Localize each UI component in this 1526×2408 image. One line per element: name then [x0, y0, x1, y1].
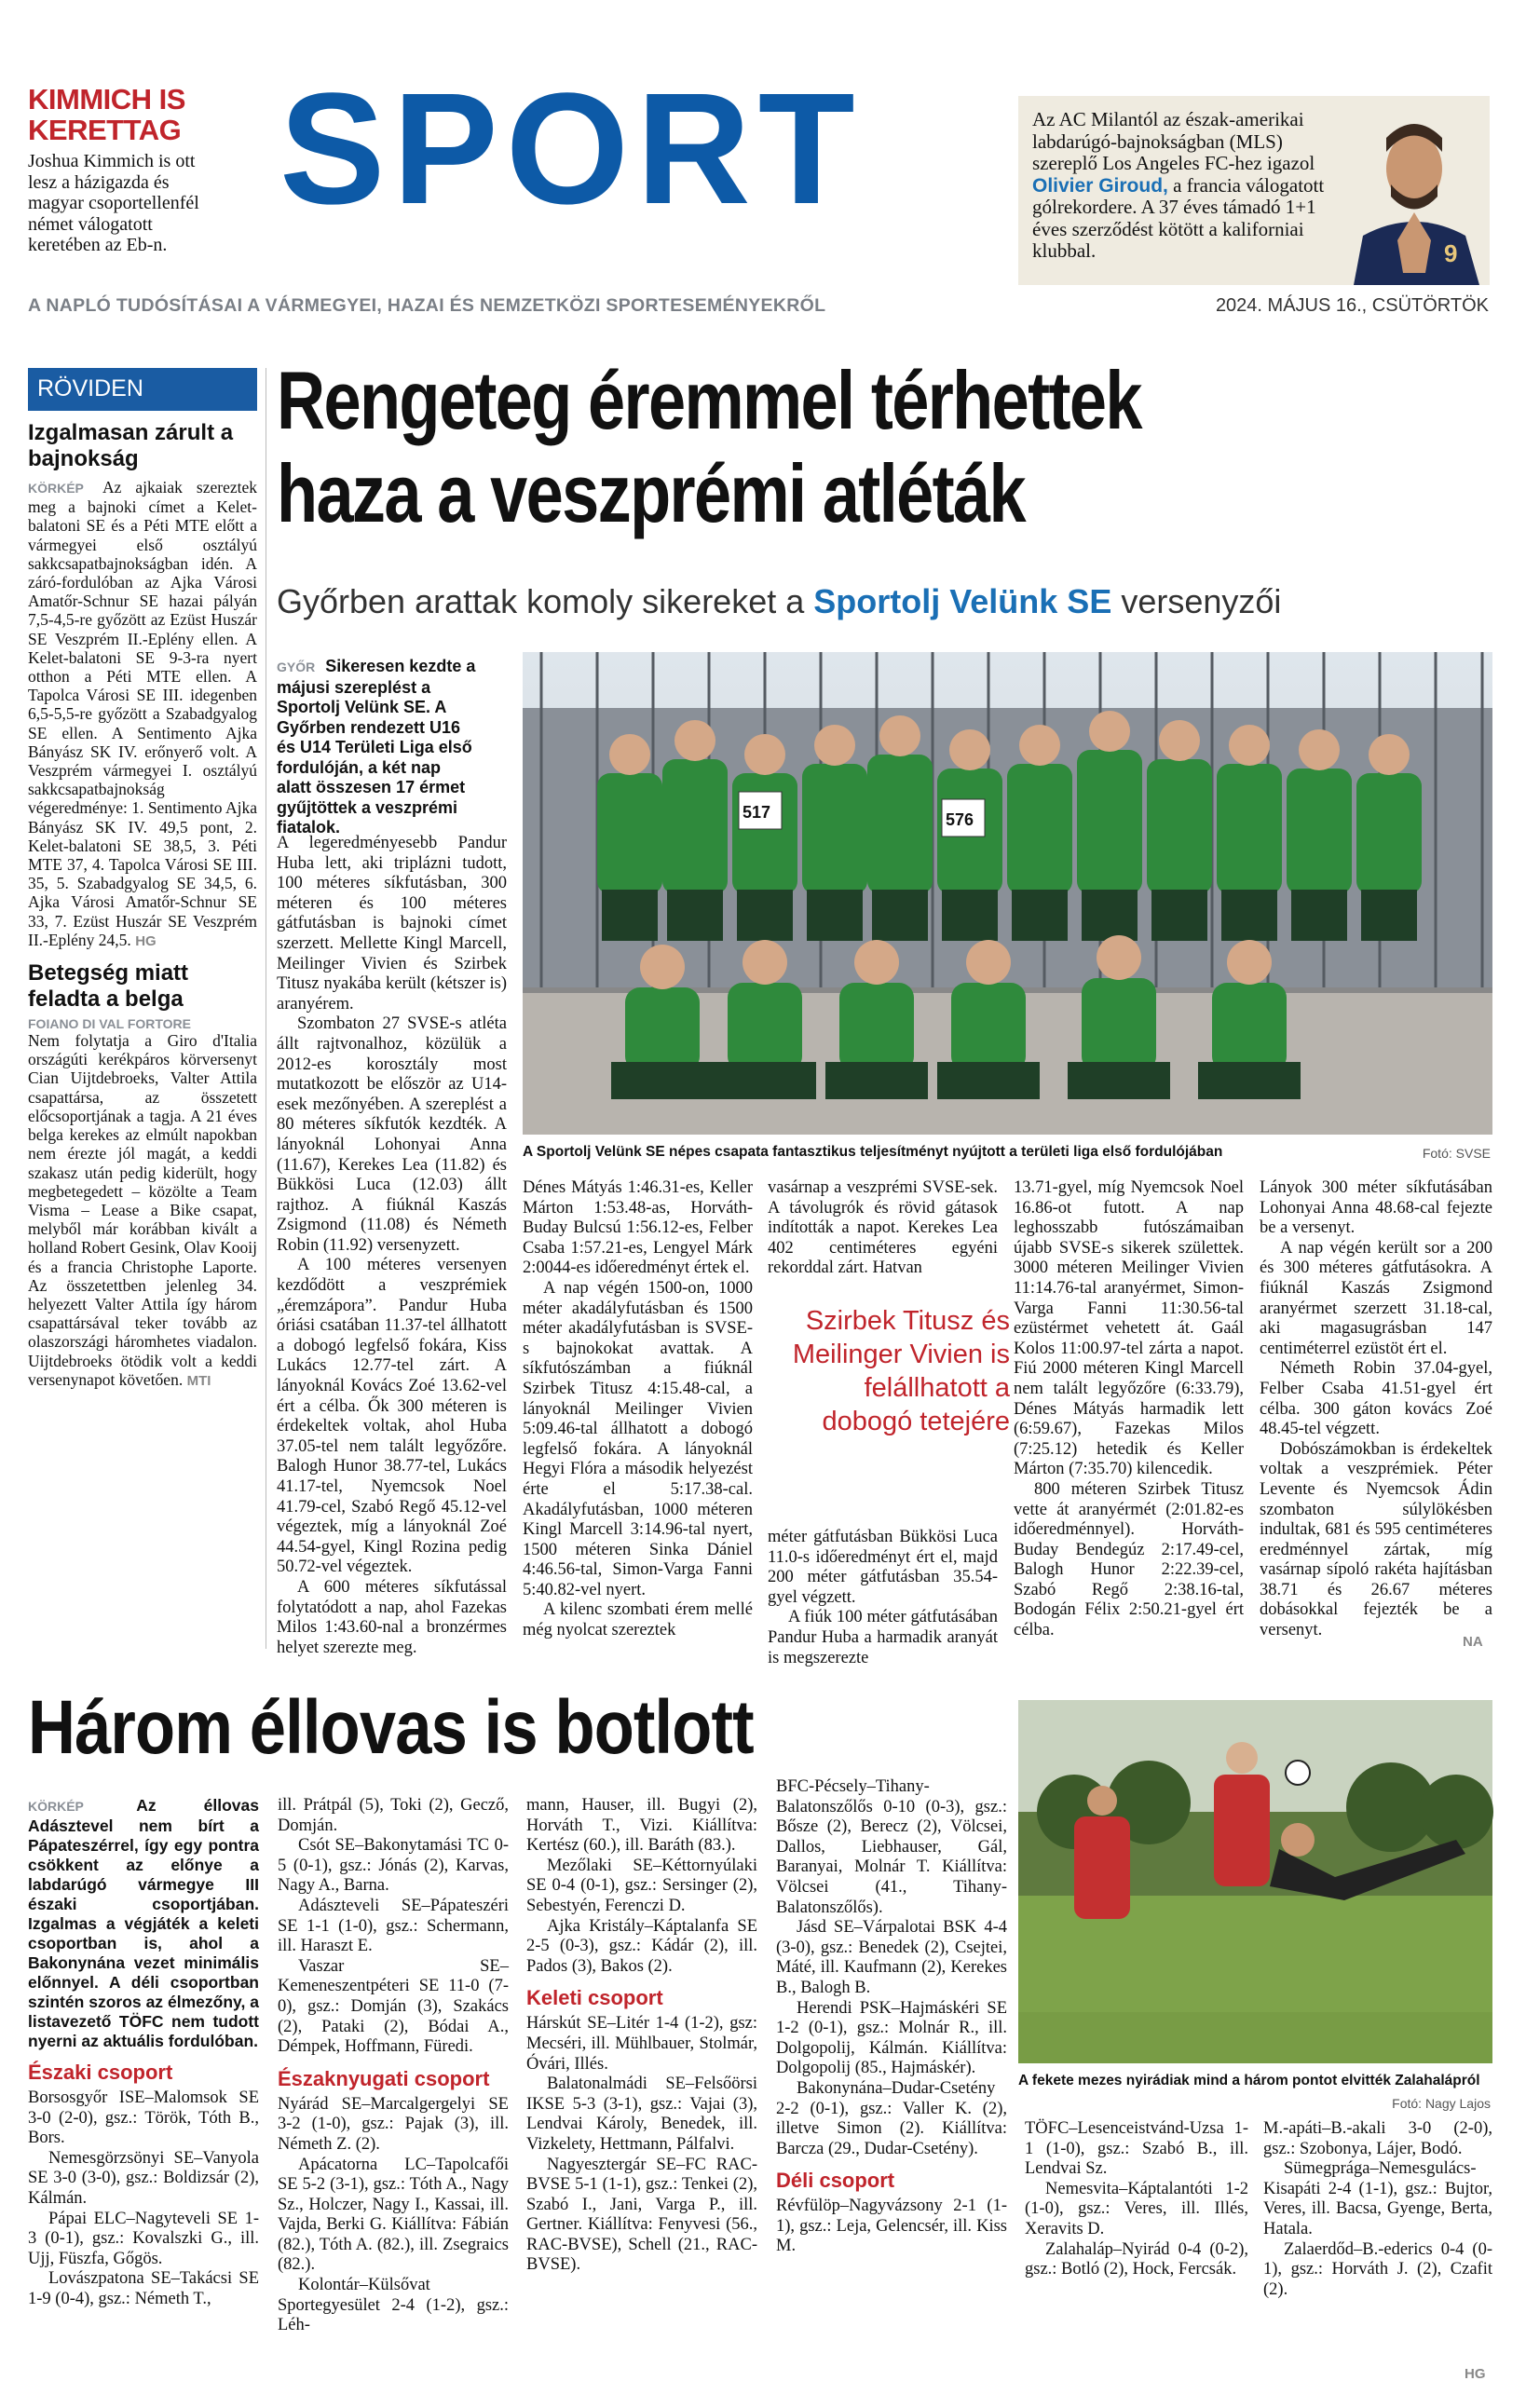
main-col-5-p3: Németh Robin 37.04-gyel, Felber Csaba 41.51-gyel ért célba. 300 gáton kovács Zoé 48.45-tel végzett. — [1260, 1359, 1492, 1439]
second-col-4-p1: BFC-Pécsely–Tihany-Balatonszőlős 0-10 (0-3), gsz.: Bősze (2), Berecz (2), Völcsei, Dallos, Liebhauser, Gál, Baranyai, Molnár T. Kiállítva: Völcsei (41., Tihany-Balatonszőlős). — [776, 1777, 1007, 1917]
second-col-6-p2: Sümegprága–Nemesgulács-Kisapáti 2-4 (1-1), gsz.: Bujtor, Veres, ill. Bacsa, Gyenge, Berta, Hatala. — [1263, 2159, 1492, 2238]
second-col-1-p2: Nemesgörzsönyi SE–Vanyola SE 3-0 (3-0), gsz.: Boldizsár (2), Kálmán. — [28, 2148, 259, 2208]
main-col-4-p1: 13.71-gyel, míg Nyemcsok Noel 16.86-ot futott. A nap leghosszabb futószámaiban újabb SVSE-s sikerek születtek. 3000 méteren Meilinger Vivien 11:14.76-tal aranyérmet, Simon-Varga Fanni 11:30.56-tal ezüstérmet vehetett át. Gaál Kolos 11:00.97-tel zárta a napot. Fiú 2000 méteren Kingl Marcell nem talált legyőzőre (6:33.79), Dénes Mátyás harmadik lett (6:59.67), Fazekas Milos (7:25.12) hetedik és Keller Márton (7:35.70) kilencedik. — [1014, 1178, 1244, 1479]
second-col-5-p1: TÖFC–Lesenceistvánd-Uzsa 1-1 (1-0), gsz.: Szabó B., ill. Lendvai Sz. — [1025, 2119, 1248, 2179]
main-photo — [523, 652, 1492, 1135]
second-col-3 — [526, 1796, 757, 2383]
main-subheadline — [277, 582, 1281, 621]
jersey-number: 9 — [1444, 239, 1458, 267]
masthead-date: 2024. MÁJUS 16., CSÜTÖRTÖK — [1215, 295, 1489, 316]
second-col-1 — [28, 1796, 259, 2383]
second-col-4-p2: Jásd SE–Várpalotai BSK 4-4 (3-0), gsz.: Benedek (2), Csejtei, Máté, ill. Kaufmann (2), Kerekes B., Balogh B. — [776, 1918, 1007, 1997]
sidebar-article-2-title[interactable]: Betegség miatt feladta a belga — [28, 960, 189, 1013]
teaser-right-name: Olivier Giroud, — [1032, 174, 1168, 197]
second-col-3-p3: Ajka Kristály–Káptalanfa SE 2-5 (0-3), gsz.: Kádár (2), ill. Pados (3), Bakos (2). — [526, 1916, 757, 1976]
main-col-3-p3: A fiúk 100 méter gátfutásában Pandur Huba a harmadik aranyát is megszerezte — [768, 1608, 998, 1667]
main-col-4-p2: 800 méteren Szirbek Titusz vette át aranyérmét (2:01.82-es időeredménnyel). Horváth-Buday Bendegúz 2:17.49-cel, Balogh Hunor 2:22.39-cel, Szabó Regő 2:38.16-tal, Bodogán Félix 2:50.21-gyel ért célba. — [1014, 1479, 1244, 1640]
second-headline[interactable]: Három éllovas is botlott — [28, 1685, 754, 1770]
section-northwestern: Északnyugati csoport — [278, 2066, 490, 2090]
main-col-2-p3: A kilenc szombati érem mellé még nyolcat szereztek — [523, 1600, 753, 1640]
sidebar-label: RÖVIDEN — [28, 368, 257, 411]
second-col-4-p3: Herendi PSK–Hajmáskéri SE 1-2 (0-1), gsz.: Molnár R., ill. Dolgopolij, Kálmán. Kiállítva: Dolgopolij (85., Hajmáskér). — [776, 1998, 1007, 2078]
sidebar-article-2-text: Nem folytatja a Giro d'Italia országúti kerékpáros körversenyt Cian Uijtdebroeks, Valter Attila csapattársa, az összetett előcsoportjának a tagja. A 21 éves belga kerekes az elmúlt napokban nem érezte jól magát, a keddi szakasz után pedig kiderült, hogy megbetegedett – közölte a Team Visma – Lease a Bike csapat, melyből már korábban kivált a holland Robert Gesink, Olav Kooij és a francia Christophe Laporte. Az összetettben jelenleg 34. helyezett Valter Attila így három csapattársával teker tovább az olaszországi háromhetes viadalon. Uijtdebroeks ötödik volt a keddi versenynapot követően. — [28, 1031, 257, 1389]
second-col-5-p2: Nemesvita–Káptalantóti 1-2 (1-0), gsz.: Veres, ill. Illés, Xeravits D. — [1025, 2179, 1248, 2238]
second-col-4-p4: Bakonynána–Dudar-Csetény 2-2 (0-1), gsz.: Valler K. (2), illetve Simon (2). Kiállítva: Barcza (29., Dudar-Csetény). — [776, 2078, 1007, 2158]
section-southern: Déli csoport — [776, 2169, 895, 2193]
main-col-5-p2: A nap végén került sor a 200 és 300 méteres gátfutásokra. A fiúknál Kaszás Zsigmond aranyérmet szerzett 31.18-cal, aki magasugrásban 147 centiméterrel ezüstöt ért el. — [1260, 1238, 1492, 1358]
second-col-6 — [1263, 2119, 1492, 2385]
second-col-5-p3: Zalahaláp–Nyirád 0-4 (0-2), gsz.: Botló (2), Hock, Fercsák. — [1025, 2239, 1248, 2279]
second-col-3-p4: Hárskút SE–Litér 1-4 (1-2), gsz: Mecséri, ill. Mühlbauer, Stolmár, Óvári, Illés. — [526, 2014, 757, 2074]
second-col-2-p4: Vaszar SE–Kemeneszentpéteri SE 11-0 (7-0), gsz.: Domján (3), Szakács (2), Pataki (2), Bódai A., Démpek, Hoffmann, Füredi. — [278, 1956, 509, 2057]
bib-576: 576 — [946, 810, 974, 829]
second-col-2-p2: Csót SE–Bakonytamási TC 0-5 (0-1), gsz.: Jónás (2), Karvas, Nagy A., Barna. — [278, 1836, 509, 1896]
main-col-3-p1: vasárnap a veszprémi SVSE-sek. A távolugrók és rövid gátasok indították a napot. Kerekes Lea 402 centiméteres egyéni rekorddal zárt. Hatvan — [768, 1178, 998, 1278]
section-eastern: Keleti csoport — [526, 1986, 663, 2010]
main-sub-highlight: Sportolj Velünk SE — [813, 582, 1112, 620]
second-col-4-p5: Révfülöp–Nagyvázsony 2-1 (1-1), gsz.: Leja, Gelencsér, ill. Kiss M. — [776, 2197, 1007, 2256]
pull-quote: Szirbek Titusz és Meilinger Vivien is felállhatott a dobogó tetejére — [792, 1306, 1010, 1436]
second-col-3-p1: mann, Hauser, ill. Bugyi (2), Horváth T., Vizi. Kiállítva: Kertész (60.), ill. Baráth (83.). — [526, 1796, 757, 1856]
second-col-2-p1: ill. Prátpál (5), Toki (2), Gecző, Domján. — [278, 1796, 509, 1835]
second-col-2-p7: Kolontár–Külsővat Sportegyesület 2-4 (1-2), gsz.: Léh- — [278, 2276, 509, 2335]
main-col-2-p2: A nap végén 1500-on, 1000 méter akadályfutásban és 1500 méter akadályfutásban is SVSE-s bajnokokat avattak. A síkfutószámban a fiúknál Szirbek Titusz 4:15.48-cal, a lányoknál Meilinger Vivien 5:09.46-tal állhatott a dobogó legfelső fokára. A lányoknál Hegyi Flóra a második helyezést érte el 5:17.38-cal. Akadályfutásban, 1000 méteren Kingl Marcell 3:14.96-tal nyert, 1500 méteren Sinka Dániel 4:46.56-tal, Simon-Varga Fanni 5:40.82-vel nyert. — [523, 1278, 753, 1599]
second-col-6-p1: M.-apáti–B.-akali 3-0 (2-0), gsz.: Szobonya, Lájer, Bodó. — [1263, 2119, 1492, 2158]
main-lead-kicker: GYŐR — [277, 660, 316, 674]
second-col-1-p1: Borsosgyőr ISE–Malomsok SE 3-0 (2-0), gsz.: Török, Tóth B., Bors. — [28, 2088, 259, 2148]
main-lead — [277, 657, 477, 838]
teaser-right[interactable] — [1018, 96, 1490, 285]
main-lead-text: Sikeresen kezdte a májusi szereplést a Sportolj Velünk SE. A Győrben rendezett U16 és U14 Területi Liga első fordulóján, a két nap alatt összesen 17 érmet gyűjtöttek a veszprémi fiatalok. — [277, 657, 476, 837]
main-sub-before: Győrben arattak komoly sikereket a — [277, 582, 805, 620]
sidebar — [28, 368, 257, 1635]
sidebar-article-2-kicker: FOIANO DI VAL FORTORE — [28, 1016, 192, 1032]
second-photo — [1018, 1700, 1492, 2063]
masthead-title: SPORT — [279, 61, 863, 238]
second-lead-text: Az éllovas Adásztevel nem bírt a Pápateszérrel, így egy pontra csökkent az előnye a labdarúgó vármegye III északi csoportjában. Izgalmas a végjáték a keleti csoportban is, ahol a Bakonynána vezet minimális előnnyel. A déli csoportban szintén szoros az élmezőny, a listavezető TÖFC nem tudott nyerni az aktuális fordulóban. — [28, 1796, 259, 2050]
section-northern: Északi csoport — [28, 2061, 173, 2084]
main-col-2 — [523, 1178, 753, 1649]
second-col-3-p5: Balatonalmádi SE–Felsőörsi IKSE 5-3 (3-1), gsz.: Vajai (3), Lendvai Károly, Benedek, ill. Vizkelety, Hettmann, Pálfalvi. — [526, 2075, 757, 2154]
main-col-3-top — [768, 1178, 998, 1318]
main-col-1-p4: A 600 méteres síkfutással folytatódott a nap, ahol Fazekas Milos 1:43.60-nal a bronzérmes helyet szerezte meg. — [277, 1577, 507, 1657]
main-col-5-p4: Dobószámokban is érdekeltek voltak a veszprémiek. Péter Levente és Nyemcsok Ádin szombaton súlylökésben indultak, 681 és 595 centiméteres eredménnyel zártak, míg vasárnap sípoló rakéta hajításban 38.71 és 26.67 méteres dobásokkal fejezték be a versenyt. — [1260, 1439, 1492, 1640]
main-col-2-p1: Dénes Mátyás 1:46.31-es, Keller Márton 1:53.48-as, Horváth-Buday Bulcsú 1:56.12-es, Felber Csaba 1:57.21-es, Lengyel Márk 2:0044-es időeredményt értek el. — [523, 1178, 753, 1278]
teaser-left-text: Joshua Kimmich is ott lesz a házigazda és magyar csoportellenfél német válogatott keretében az Eb-n. — [28, 151, 199, 255]
sidebar-article-1-kicker: KÖRKÉP — [28, 481, 84, 496]
teaser-left-title: KIMMICH IS KERETTAG — [28, 83, 185, 146]
second-col-2-p6: Apácatorna LC–Tapolcafői SE 5-2 (3-1), gsz.: Tóth A., Nagy Sz., Holczer, Nagy I., Kassai, ill. Vajda, Berki G. Kiállítva: Fábián (82.), Tóth A. (82.), ill. Zsegraics (82.). — [278, 2155, 509, 2275]
sidebar-article-1-title[interactable]: Izgalmasan zárult a bajnokság — [28, 420, 234, 471]
main-col-1-p1: A legeredményesebb Pandur Huba lett, aki triplázni tudott, 100 méteres síkfutásban, 300 méteren és 100 méteres gátfutásban is bajnoki címet szerzett. Mellette Kingl Marcell, Meilinger Vivien és Szirbek Titusz nyakába került (kétszer is) aranyérem. — [277, 834, 507, 1014]
sidebar-article-1-signature: HG — [135, 932, 157, 949]
player-photo — [1340, 96, 1490, 285]
main-col-1-p3: A 100 méteres versenyen kezdődött a veszprémiek „éremzápora”. Pandur Huba óriási csatában 11.37-tel állhatott a dobogó legfelső fokára, Kiss Lukács 12.77-tel zárt. A lányoknál Kovács Zoé 13.62-vel ért a célba. Ők 300 méteren is érdekeltek voltak, ahol Huba 37.05-tel nem talált legyőzőre. Balogh Hunor 38.77-tel, Lukács 41.17-tel, Nyemcsok Noel 41.79-cel, Szabó Regő 45.12-vel végeztek, míg a lányoknál Zoé 44.54-gyel, Kingl Rozina pedig 50.72-vel végeztek. — [277, 1256, 507, 1577]
bib-517: 517 — [743, 803, 771, 822]
second-col-2 — [278, 1796, 509, 2383]
main-col-3-p2: méter gátfutásban Bükkösi Luca 11.0-s időeredményt ért el, majd 200 méter gátfutásban 35.54-gyel végzett. — [768, 1528, 998, 1607]
sidebar-article-2-body — [28, 1031, 257, 1391]
second-col-5 — [1025, 2119, 1248, 2385]
second-lead — [28, 1796, 259, 2051]
teaser-right-text — [1032, 109, 1340, 263]
second-col-2-p5: Nyárád SE–Marcalgergelyi SE 3-2 (1-0), gsz.: Pajak (3), ill. Németh Z. (2). — [278, 2094, 509, 2154]
second-col-4 — [776, 1777, 1007, 2383]
main-col-5 — [1260, 1178, 1492, 1649]
second-col-1-p4: Lovászpatona SE–Takácsi SE 1-9 (0-4), gsz.: Németh T., — [28, 2269, 259, 2308]
teaser-right-before: Az AC Milantól az észak-amerikai labdarúgó-bajnokságban (MLS) szereplő Los Angeles FC-hez igazol — [1032, 108, 1315, 174]
second-lead-kicker: KÖRKÉP — [28, 1799, 84, 1814]
main-col-3-bottom — [768, 1528, 998, 1667]
sidebar-article-2-signature: MTI — [186, 1372, 211, 1389]
second-col-1-p3: Pápai ELC–Nagyteveli SE 1-3 (0-1), gsz.: Kovalszki G., ill. Ujj, Füszfa, Gőgös. — [28, 2209, 259, 2268]
sidebar-article-1-text: Az ajkaiak szereztek meg a bajnoki címet a Kelet-balatoni SE és a Péti MTE előtt a vármegyei első osztályú sakkcsapatbajnokságban idén. A záró-fordulóban az Ajka Városi Amatőr-Schnur SE hazai pályán 7,5-4,5-re győzött az Ezüst Huszár SE Veszprém II.-Eplény ellen. A Kelet-balatoni SE 9-3-ra nyert otthon a Péti MTE ellen. A Tapolca Városi SE III. idegenben 6,5-5,5-re győzött a Szabadgyalog SE ellen. A Sentimento Ajka Bányász SK IV. erőnyerő volt. A Veszprém vármegyei I. osztályú sakkcsapatbajnokság végeredménye: 1. Sentimento Ajka Bányász SK IV. 49,5 pont, 2. Kelet-balatoni SE 38,5, 3. Péti MTE 37, 4. Tapolca Városi SE III. 35, 5. Szabadgyalog SE 34,5, 6. Ajka Városi Amatőr-Schnur SE 33, 7. Ezüst Huszár SE Veszprém II.-Eplény 24,5. — [28, 478, 257, 949]
teaser-right-after: a francia válogatott gólrekordere. A 37 éves támadó 1+1 éves szerződést kötött a kaliforniai klubbal. — [1032, 173, 1325, 262]
second-col-2-p3: Adászteveli SE–Pápateszéri SE 1-1 (1-0), gsz.: Schermann, ill. Haraszt E. — [278, 1896, 509, 1956]
second-col-3-p6: Nagyesztergár SE–FC RAC-BVSE 5-1 (1-1), gsz.: Tenkei (2), Szabó I., Jani, Varga P., ill. Gertner. Kiállítva: Fenyvesi (56., RAC-BVSE), Schell (21., RAC-BVSE). — [526, 2155, 757, 2275]
main-col-4 — [1014, 1178, 1244, 1649]
main-sub-after: versenyzői — [1121, 582, 1282, 620]
masthead-subtitle: A NAPLÓ TUDÓSÍTÁSAI A VÁRMEGYEI, HAZAI ÉS NEMZETKÖZI SPORTESEMÉNYEKRŐL — [28, 295, 826, 316]
second-col-3-p2: Mezőlaki SE–Kéttornyúlaki SE 0-4 (0-1), gsz.: Sersinger (2), Sebestyén, Ferenczi D. — [526, 1856, 757, 1915]
main-col-5-p1: Lányok 300 méter síkfutásában Lohonyai Anna 48.68-cal fejezte be a versenyt. — [1260, 1178, 1492, 1238]
second-photo-caption: A fekete mezes nyirádiak mind a három pontot elvitték Zalahalápról — [1018, 2073, 1480, 2088]
main-headline[interactable]: Rengeteg éremmel térhettek haza a veszprémi atléták — [277, 354, 1141, 539]
main-col-1-p2: Szombaton 27 SVSE-s atléta állt rajtvonalhoz, közülük a 2012-es korosztály most mutatkozott be először az U14-esek mezőnyében. A szereplést a 80 méteres síkfutók kezdték. A lányoknál Lohonyai Anna (11.67), Kerekes Lea (11.82) és Bükkösi Luca (12.03) állt rajthoz. A fiúknál Kaszás Zsigmond (11.08) és Németh Robin (11.92) versenyzett. — [277, 1014, 507, 1255]
main-signature: NA — [1463, 1634, 1483, 1650]
main-photo-caption: A Sportolj Velünk SE népes csapata fantasztikus teljesítményt nyújtott a területi liga első fordulójában — [523, 1144, 1223, 1160]
sidebar-article-1-body — [28, 478, 257, 951]
second-photo-credit: Fotó: Nagy Lajos — [1392, 2096, 1491, 2111]
second-col-6-p3: Zalaerdőd–B.-ederics 0-4 (0-1), gsz.: Horváth J. (2), Czafit (2). — [1263, 2239, 1492, 2299]
second-signature: HG — [1465, 2366, 1486, 2382]
teaser-left[interactable] — [28, 84, 228, 256]
main-col-1 — [277, 834, 507, 1657]
main-photo-credit: Fotó: SVSE — [1422, 1146, 1491, 1161]
